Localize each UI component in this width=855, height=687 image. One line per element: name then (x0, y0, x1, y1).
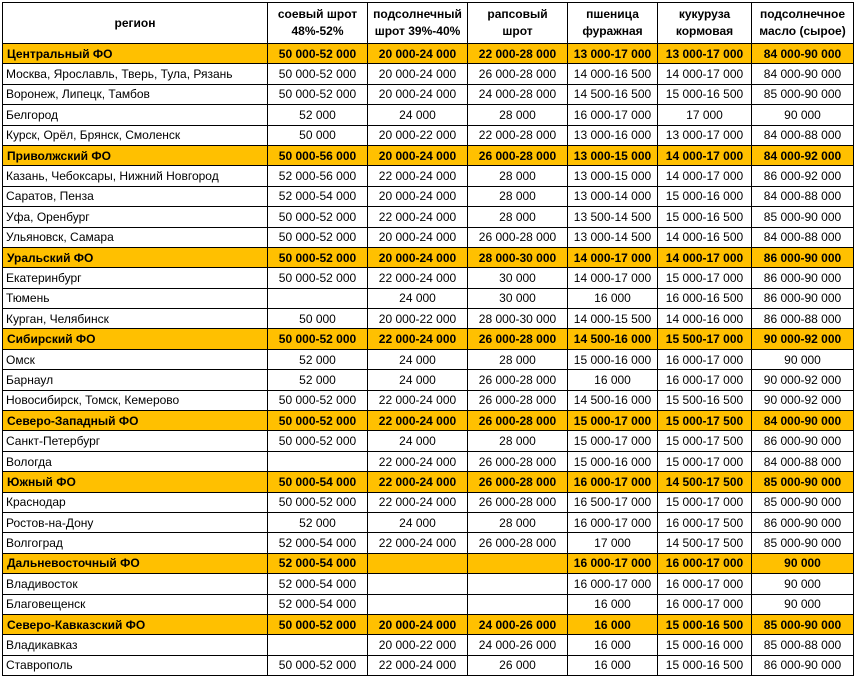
soybean-meal-price: 50 000-52 000 (268, 64, 368, 84)
header-sunflower-oil: подсолнечное масло (сырое) (752, 3, 854, 44)
sunflower-oil-price: 85 000-90 000 (752, 614, 854, 634)
soybean-meal-price: 52 000-54 000 (268, 533, 368, 553)
region-cell: Барнаул (3, 370, 268, 390)
header-sunflower-meal: подсолнечный шрот 39%-40% (368, 3, 468, 44)
region-cell: Северо-Кавказский ФО (3, 614, 268, 634)
sunflower-meal-price: 22 000-24 000 (368, 472, 468, 492)
region-cell: Белгород (3, 105, 268, 125)
table-row (3, 186, 854, 206)
feed-corn-price: 14 000-16 000 (658, 309, 752, 329)
region-cell: Южный ФО (3, 472, 268, 492)
price-table (2, 2, 854, 676)
feed-corn-price: 16 000-17 000 (658, 370, 752, 390)
feed-corn-price: 14 000-17 000 (658, 64, 752, 84)
feed-corn-price: 14 000-17 000 (658, 247, 752, 267)
feed-wheat-price: 14 500-16 000 (568, 390, 658, 410)
sunflower-oil-price: 90 000 (752, 349, 854, 369)
feed-wheat-price: 16 000 (568, 288, 658, 308)
feed-corn-price: 15 500-16 500 (658, 390, 752, 410)
sunflower-meal-price: 22 000-24 000 (368, 451, 468, 471)
soybean-meal-price: 52 000-54 000 (268, 186, 368, 206)
rapeseed-meal-price: 26 000-28 000 (468, 533, 568, 553)
soybean-meal-price: 50 000-52 000 (268, 655, 368, 675)
sunflower-oil-price: 86 000-92 000 (752, 166, 854, 186)
feed-wheat-price: 13 500-14 500 (568, 207, 658, 227)
soybean-meal-price (268, 635, 368, 655)
sunflower-oil-price: 84 000-88 000 (752, 186, 854, 206)
feed-wheat-price: 15 000-17 000 (568, 431, 658, 451)
feed-wheat-price: 14 000-17 000 (568, 247, 658, 267)
rapeseed-meal-price (468, 553, 568, 573)
region-cell: Ставрополь (3, 655, 268, 675)
sunflower-meal-price: 24 000 (368, 105, 468, 125)
feed-corn-price: 16 000-17 000 (658, 594, 752, 614)
feed-corn-price: 15 000-16 500 (658, 614, 752, 634)
sunflower-oil-price: 90 000 (752, 574, 854, 594)
feed-wheat-price: 16 000 (568, 635, 658, 655)
table-row (3, 309, 854, 329)
header-row (3, 3, 854, 44)
table-row (3, 125, 854, 145)
rapeseed-meal-price: 30 000 (468, 288, 568, 308)
region-cell: Волгоград (3, 533, 268, 553)
region-cell: Ульяновск, Самара (3, 227, 268, 247)
feed-corn-price: 15 000-17 000 (658, 268, 752, 288)
soybean-meal-price (268, 451, 368, 471)
region-cell: Тюмень (3, 288, 268, 308)
sunflower-meal-price: 20 000-24 000 (368, 84, 468, 104)
feed-wheat-price: 17 000 (568, 533, 658, 553)
sunflower-oil-price: 85 000-90 000 (752, 492, 854, 512)
region-cell: Ростов-на-Дону (3, 512, 268, 532)
sunflower-oil-price: 86 000-90 000 (752, 655, 854, 675)
rapeseed-meal-price: 26 000-28 000 (468, 451, 568, 471)
region-cell: Екатеринбург (3, 268, 268, 288)
rapeseed-meal-price: 26 000-28 000 (468, 492, 568, 512)
district-row (3, 614, 854, 634)
sunflower-oil-price: 86 000-90 000 (752, 268, 854, 288)
sunflower-meal-price: 20 000-24 000 (368, 247, 468, 267)
sunflower-meal-price (368, 553, 468, 573)
sunflower-oil-price: 84 000-92 000 (752, 145, 854, 165)
soybean-meal-price: 50 000-52 000 (268, 614, 368, 634)
soybean-meal-price: 50 000-52 000 (268, 227, 368, 247)
sunflower-oil-price: 84 000-88 000 (752, 125, 854, 145)
feed-wheat-price: 16 000 (568, 614, 658, 634)
rapeseed-meal-price: 28 000-30 000 (468, 247, 568, 267)
region-cell: Владикавказ (3, 635, 268, 655)
district-row (3, 329, 854, 349)
rapeseed-meal-price: 26 000-28 000 (468, 64, 568, 84)
feed-corn-price: 14 500-17 500 (658, 472, 752, 492)
table-row (3, 105, 854, 125)
feed-wheat-price: 13 000-15 000 (568, 145, 658, 165)
sunflower-meal-price: 22 000-24 000 (368, 655, 468, 675)
district-row (3, 553, 854, 573)
sunflower-oil-price: 90 000 (752, 105, 854, 125)
rapeseed-meal-price: 22 000-28 000 (468, 44, 568, 64)
sunflower-meal-price: 20 000-24 000 (368, 186, 468, 206)
region-cell: Курган, Челябинск (3, 309, 268, 329)
feed-corn-price: 15 000-16 500 (658, 207, 752, 227)
region-cell: Центральный ФО (3, 44, 268, 64)
region-cell: Уфа, Оренбург (3, 207, 268, 227)
sunflower-meal-price: 20 000-24 000 (368, 64, 468, 84)
feed-wheat-price: 14 000-16 500 (568, 64, 658, 84)
region-cell: Москва, Ярославль, Тверь, Тула, Рязань (3, 64, 268, 84)
sunflower-meal-price: 22 000-24 000 (368, 329, 468, 349)
sunflower-meal-price: 20 000-24 000 (368, 227, 468, 247)
region-cell: Сибирский ФО (3, 329, 268, 349)
rapeseed-meal-price: 24 000-28 000 (468, 84, 568, 104)
feed-wheat-price: 16 000 (568, 370, 658, 390)
soybean-meal-price: 50 000 (268, 125, 368, 145)
soybean-meal-price: 50 000-52 000 (268, 84, 368, 104)
feed-corn-price: 15 000-17 500 (658, 411, 752, 431)
soybean-meal-price: 50 000-52 000 (268, 329, 368, 349)
sunflower-meal-price: 22 000-24 000 (368, 533, 468, 553)
feed-corn-price: 15 000-16 500 (658, 655, 752, 675)
feed-wheat-price: 16 000-17 000 (568, 574, 658, 594)
table-row (3, 349, 854, 369)
sunflower-meal-price: 20 000-22 000 (368, 125, 468, 145)
soybean-meal-price: 52 000-56 000 (268, 166, 368, 186)
region-cell: Санкт-Петербург (3, 431, 268, 451)
feed-wheat-price: 13 000-15 000 (568, 166, 658, 186)
sunflower-oil-price: 86 000-90 000 (752, 512, 854, 532)
rapeseed-meal-price: 28 000 (468, 166, 568, 186)
header-soybean-meal: соевый шрот 48%-52% (268, 3, 368, 44)
header-region: регион (3, 3, 268, 44)
feed-corn-price: 15 000-16 000 (658, 635, 752, 655)
table-row (3, 451, 854, 471)
rapeseed-meal-price: 26 000-28 000 (468, 370, 568, 390)
sunflower-meal-price: 24 000 (368, 370, 468, 390)
feed-wheat-price: 16 500-17 000 (568, 492, 658, 512)
sunflower-oil-price: 86 000-90 000 (752, 431, 854, 451)
sunflower-meal-price: 22 000-24 000 (368, 207, 468, 227)
sunflower-meal-price: 20 000-22 000 (368, 309, 468, 329)
rapeseed-meal-price: 26 000-28 000 (468, 227, 568, 247)
soybean-meal-price: 50 000-52 000 (268, 411, 368, 431)
district-row (3, 44, 854, 64)
rapeseed-meal-price (468, 594, 568, 614)
table-row (3, 288, 854, 308)
feed-corn-price: 15 000-16 500 (658, 84, 752, 104)
feed-corn-price: 15 000-17 000 (658, 492, 752, 512)
feed-wheat-price: 13 000-14 500 (568, 227, 658, 247)
feed-wheat-price: 14 500-16 000 (568, 329, 658, 349)
table-row (3, 227, 854, 247)
region-cell: Благовещенск (3, 594, 268, 614)
region-cell: Воронеж, Липецк, Тамбов (3, 84, 268, 104)
table-row (3, 390, 854, 410)
table-row (3, 512, 854, 532)
header-feed-corn: кукуруза кормовая (658, 3, 752, 44)
table-row (3, 207, 854, 227)
sunflower-meal-price: 24 000 (368, 512, 468, 532)
table-row (3, 594, 854, 614)
table-body (3, 44, 854, 676)
region-cell: Владивосток (3, 574, 268, 594)
soybean-meal-price: 52 000 (268, 105, 368, 125)
feed-corn-price: 16 000-17 000 (658, 349, 752, 369)
soybean-meal-price: 50 000-56 000 (268, 145, 368, 165)
sunflower-meal-price: 22 000-24 000 (368, 268, 468, 288)
region-cell: Новосибирск, Томск, Кемерово (3, 390, 268, 410)
sunflower-oil-price: 86 000-88 000 (752, 309, 854, 329)
sunflower-oil-price: 84 000-88 000 (752, 451, 854, 471)
table-row (3, 166, 854, 186)
feed-wheat-price: 16 000 (568, 655, 658, 675)
sunflower-oil-price: 84 000-90 000 (752, 44, 854, 64)
feed-corn-price: 16 000-16 500 (658, 288, 752, 308)
feed-wheat-price: 15 000-17 000 (568, 411, 658, 431)
table-row (3, 635, 854, 655)
rapeseed-meal-price: 26 000-28 000 (468, 145, 568, 165)
sunflower-meal-price: 20 000-24 000 (368, 44, 468, 64)
rapeseed-meal-price: 28 000 (468, 512, 568, 532)
sunflower-meal-price (368, 594, 468, 614)
table-row (3, 84, 854, 104)
feed-wheat-price: 16 000-17 000 (568, 553, 658, 573)
rapeseed-meal-price: 24 000-26 000 (468, 614, 568, 634)
soybean-meal-price: 50 000-52 000 (268, 431, 368, 451)
rapeseed-meal-price: 28 000 (468, 207, 568, 227)
region-cell: Дальневосточный ФО (3, 553, 268, 573)
soybean-meal-price: 52 000 (268, 370, 368, 390)
sunflower-meal-price: 22 000-24 000 (368, 411, 468, 431)
feed-wheat-price: 14 000-15 500 (568, 309, 658, 329)
sunflower-oil-price: 85 000-88 000 (752, 635, 854, 655)
region-cell: Вологда (3, 451, 268, 471)
soybean-meal-price: 52 000 (268, 349, 368, 369)
table-row (3, 655, 854, 675)
sunflower-oil-price: 90 000-92 000 (752, 370, 854, 390)
feed-corn-price: 14 500-17 500 (658, 533, 752, 553)
soybean-meal-price: 52 000 (268, 512, 368, 532)
header-rapeseed-meal: рапсовый шрот (468, 3, 568, 44)
region-cell: Саратов, Пенза (3, 186, 268, 206)
feed-corn-price: 15 000-16 000 (658, 186, 752, 206)
feed-corn-price: 15 000-17 000 (658, 451, 752, 471)
region-cell: Курск, Орёл, Брянск, Смоленск (3, 125, 268, 145)
sunflower-oil-price: 90 000 (752, 553, 854, 573)
feed-wheat-price: 13 000-14 000 (568, 186, 658, 206)
soybean-meal-price: 50 000-54 000 (268, 472, 368, 492)
region-cell: Северо-Западный ФО (3, 411, 268, 431)
feed-corn-price: 14 000-16 500 (658, 227, 752, 247)
feed-wheat-price: 15 000-16 000 (568, 349, 658, 369)
rapeseed-meal-price: 28 000 (468, 349, 568, 369)
feed-corn-price: 15 500-17 000 (658, 329, 752, 349)
sunflower-oil-price: 90 000-92 000 (752, 329, 854, 349)
sunflower-oil-price: 85 000-90 000 (752, 533, 854, 553)
soybean-meal-price (268, 288, 368, 308)
sunflower-oil-price: 84 000-90 000 (752, 64, 854, 84)
rapeseed-meal-price: 28 000 (468, 431, 568, 451)
sunflower-meal-price: 20 000-22 000 (368, 635, 468, 655)
feed-corn-price: 13 000-17 000 (658, 44, 752, 64)
sunflower-oil-price: 86 000-90 000 (752, 288, 854, 308)
feed-wheat-price: 13 000-17 000 (568, 44, 658, 64)
sunflower-oil-price: 90 000-92 000 (752, 390, 854, 410)
table-row (3, 533, 854, 553)
district-row (3, 145, 854, 165)
table-row (3, 370, 854, 390)
region-cell: Уральский ФО (3, 247, 268, 267)
table-row (3, 492, 854, 512)
feed-corn-price: 13 000-17 000 (658, 125, 752, 145)
soybean-meal-price: 50 000-52 000 (268, 207, 368, 227)
rapeseed-meal-price: 26 000-28 000 (468, 411, 568, 431)
region-cell: Краснодар (3, 492, 268, 512)
region-cell: Омск (3, 349, 268, 369)
table-row (3, 574, 854, 594)
sunflower-meal-price: 22 000-24 000 (368, 390, 468, 410)
feed-wheat-price: 16 000 (568, 594, 658, 614)
table-row (3, 268, 854, 288)
sunflower-meal-price (368, 574, 468, 594)
soybean-meal-price: 50 000-52 000 (268, 390, 368, 410)
rapeseed-meal-price: 28 000 (468, 186, 568, 206)
feed-corn-price: 15 000-17 500 (658, 431, 752, 451)
rapeseed-meal-price: 26 000-28 000 (468, 390, 568, 410)
sunflower-oil-price: 90 000 (752, 594, 854, 614)
sunflower-meal-price: 22 000-24 000 (368, 492, 468, 512)
region-cell: Казань, Чебоксары, Нижний Новгород (3, 166, 268, 186)
feed-wheat-price: 16 000-17 000 (568, 512, 658, 532)
district-row (3, 472, 854, 492)
table-row (3, 64, 854, 84)
feed-corn-price: 16 000-17 500 (658, 512, 752, 532)
region-cell: Приволжский ФО (3, 145, 268, 165)
rapeseed-meal-price: 28 000 (468, 105, 568, 125)
feed-corn-price: 14 000-17 000 (658, 166, 752, 186)
rapeseed-meal-price: 24 000-26 000 (468, 635, 568, 655)
sunflower-meal-price: 24 000 (368, 431, 468, 451)
feed-wheat-price: 14 500-16 500 (568, 84, 658, 104)
rapeseed-meal-price: 26 000-28 000 (468, 329, 568, 349)
rapeseed-meal-price (468, 574, 568, 594)
soybean-meal-price: 50 000-52 000 (268, 247, 368, 267)
sunflower-meal-price: 22 000-24 000 (368, 166, 468, 186)
feed-corn-price: 16 000-17 000 (658, 574, 752, 594)
sunflower-oil-price: 85 000-90 000 (752, 84, 854, 104)
soybean-meal-price: 52 000-54 000 (268, 594, 368, 614)
header-feed-wheat: пшеница фуражная (568, 3, 658, 44)
sunflower-meal-price: 20 000-24 000 (368, 614, 468, 634)
soybean-meal-price: 50 000 (268, 309, 368, 329)
feed-wheat-price: 16 000-17 000 (568, 472, 658, 492)
rapeseed-meal-price: 26 000-28 000 (468, 472, 568, 492)
sunflower-oil-price: 85 000-90 000 (752, 207, 854, 227)
feed-corn-price: 16 000-17 000 (658, 553, 752, 573)
sunflower-oil-price: 84 000-90 000 (752, 411, 854, 431)
soybean-meal-price: 50 000-52 000 (268, 268, 368, 288)
sunflower-meal-price: 24 000 (368, 288, 468, 308)
sunflower-meal-price: 20 000-24 000 (368, 145, 468, 165)
feed-corn-price: 14 000-17 000 (658, 145, 752, 165)
district-row (3, 411, 854, 431)
sunflower-oil-price: 85 000-90 000 (752, 472, 854, 492)
rapeseed-meal-price: 26 000 (468, 655, 568, 675)
sunflower-meal-price: 24 000 (368, 349, 468, 369)
soybean-meal-price: 50 000-52 000 (268, 492, 368, 512)
feed-wheat-price: 15 000-16 000 (568, 451, 658, 471)
feed-wheat-price: 13 000-16 000 (568, 125, 658, 145)
feed-wheat-price: 14 000-17 000 (568, 268, 658, 288)
rapeseed-meal-price: 22 000-28 000 (468, 125, 568, 145)
rapeseed-meal-price: 30 000 (468, 268, 568, 288)
table-row (3, 431, 854, 451)
rapeseed-meal-price: 28 000-30 000 (468, 309, 568, 329)
soybean-meal-price: 50 000-52 000 (268, 44, 368, 64)
sunflower-oil-price: 84 000-88 000 (752, 227, 854, 247)
district-row (3, 247, 854, 267)
sunflower-oil-price: 86 000-90 000 (752, 247, 854, 267)
soybean-meal-price: 52 000-54 000 (268, 574, 368, 594)
feed-wheat-price: 16 000-17 000 (568, 105, 658, 125)
feed-corn-price: 17 000 (658, 105, 752, 125)
soybean-meal-price: 52 000-54 000 (268, 553, 368, 573)
